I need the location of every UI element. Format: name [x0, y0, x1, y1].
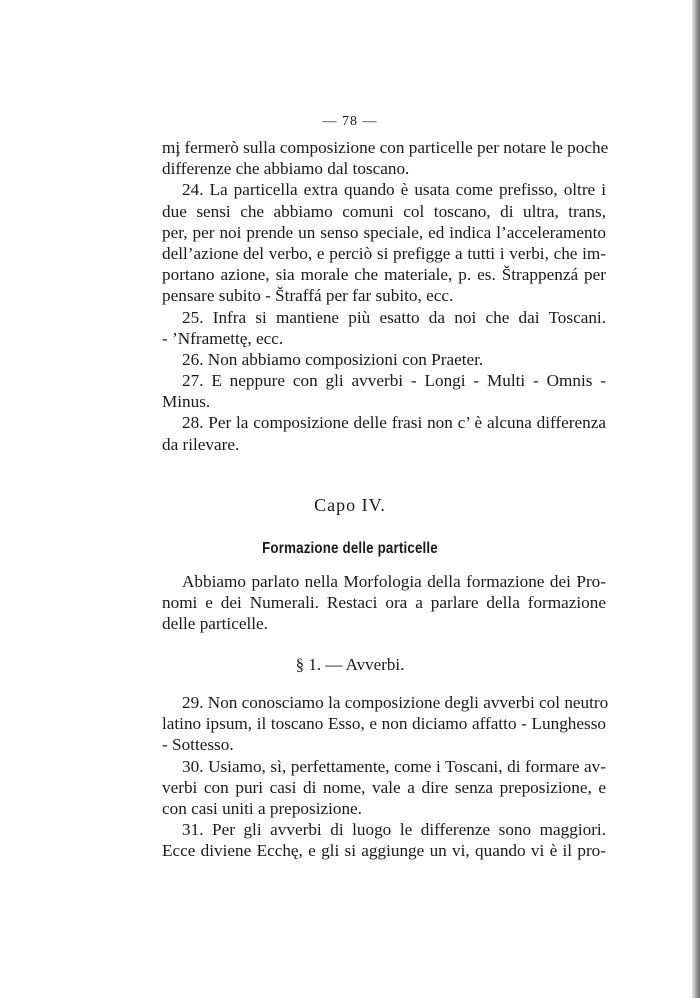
page-number: — 78 —	[322, 114, 378, 129]
text-line: - Sottesso.	[162, 735, 234, 755]
text-line: 25. Infra si mantiene più esatto da noi che dai Toscani.	[182, 307, 606, 327]
section-title: § 1. — Avverbi.	[295, 655, 405, 674]
paragraph-block-2	[162, 571, 606, 635]
text-line: due sensi che abbiamo comuni col toscano, di ultra, trans,	[162, 201, 606, 221]
text-line: Ecce diviene Ecchę, e gli si aggiunge un vi, quando vi è il pro-	[162, 841, 606, 861]
text-line: 26. Non abbiamo composizioni con Praeter.	[182, 349, 484, 369]
text-line: latino ipsum, il toscano Esso, e non diciamo affatto - Lunghesso	[162, 714, 606, 734]
text-line: portano azione, sia morale che materiale, p. es. Štrappenzá per	[162, 265, 606, 285]
text-line: 28. Per la composizione delle frasi non c’ è alcuna differenza	[182, 413, 606, 433]
text-line: verbi con puri casi di nome, vale a dire senza preposizione, e	[162, 777, 606, 797]
paragraph-block-1	[162, 137, 609, 455]
text-line: con casi uniti a preposizione.	[162, 798, 362, 818]
text-line: Minus.	[162, 392, 211, 412]
text-line: mi fermerò sulla composizione con particelle per notare le poche	[162, 138, 609, 157]
text-line: dell’azione del verbo, e perciò si prefigge a tutti i verbi, che im-	[162, 243, 606, 263]
text-line: per, per noi prende un senso speciale, ed indica l’acceleramento	[162, 222, 606, 242]
text-line: Abbiamo parlato nella Morfologia della formazione dei Pro-	[182, 572, 606, 591]
text-line: - ’Nframettę, ecc.	[162, 328, 284, 348]
text-line: 30. Usiamo, sì, perfettamente, come i Toscani, di formare av-	[182, 756, 606, 776]
text-line: differenze che abbiamo dal toscano.	[162, 159, 410, 179]
paragraph-block-3	[162, 692, 609, 862]
chapter-heading: Formazione delle particelle	[262, 540, 438, 557]
text-line: da rilevare.	[162, 434, 240, 454]
text-line: 27. E neppure con gli avverbi - Longi - Multi - Omnis -	[182, 371, 606, 391]
text-line: nomi e dei Numerali. Restaci ora a parlare della formazione	[162, 593, 606, 613]
text-line: 24. La particella extra quando è usata come prefisso, oltre i	[182, 180, 606, 200]
text-line: 31. Per gli avverbi di luogo le differenze sono maggiori.	[182, 820, 606, 840]
text-line: pensare subito - Štraffá per far subito, ecc.	[162, 286, 454, 306]
text-line: 29. Non conosciamo la composizione degli avverbi col neutro	[182, 693, 609, 712]
text-line: delle particelle.	[162, 614, 268, 634]
chapter-title: Capo IV.	[314, 495, 386, 515]
